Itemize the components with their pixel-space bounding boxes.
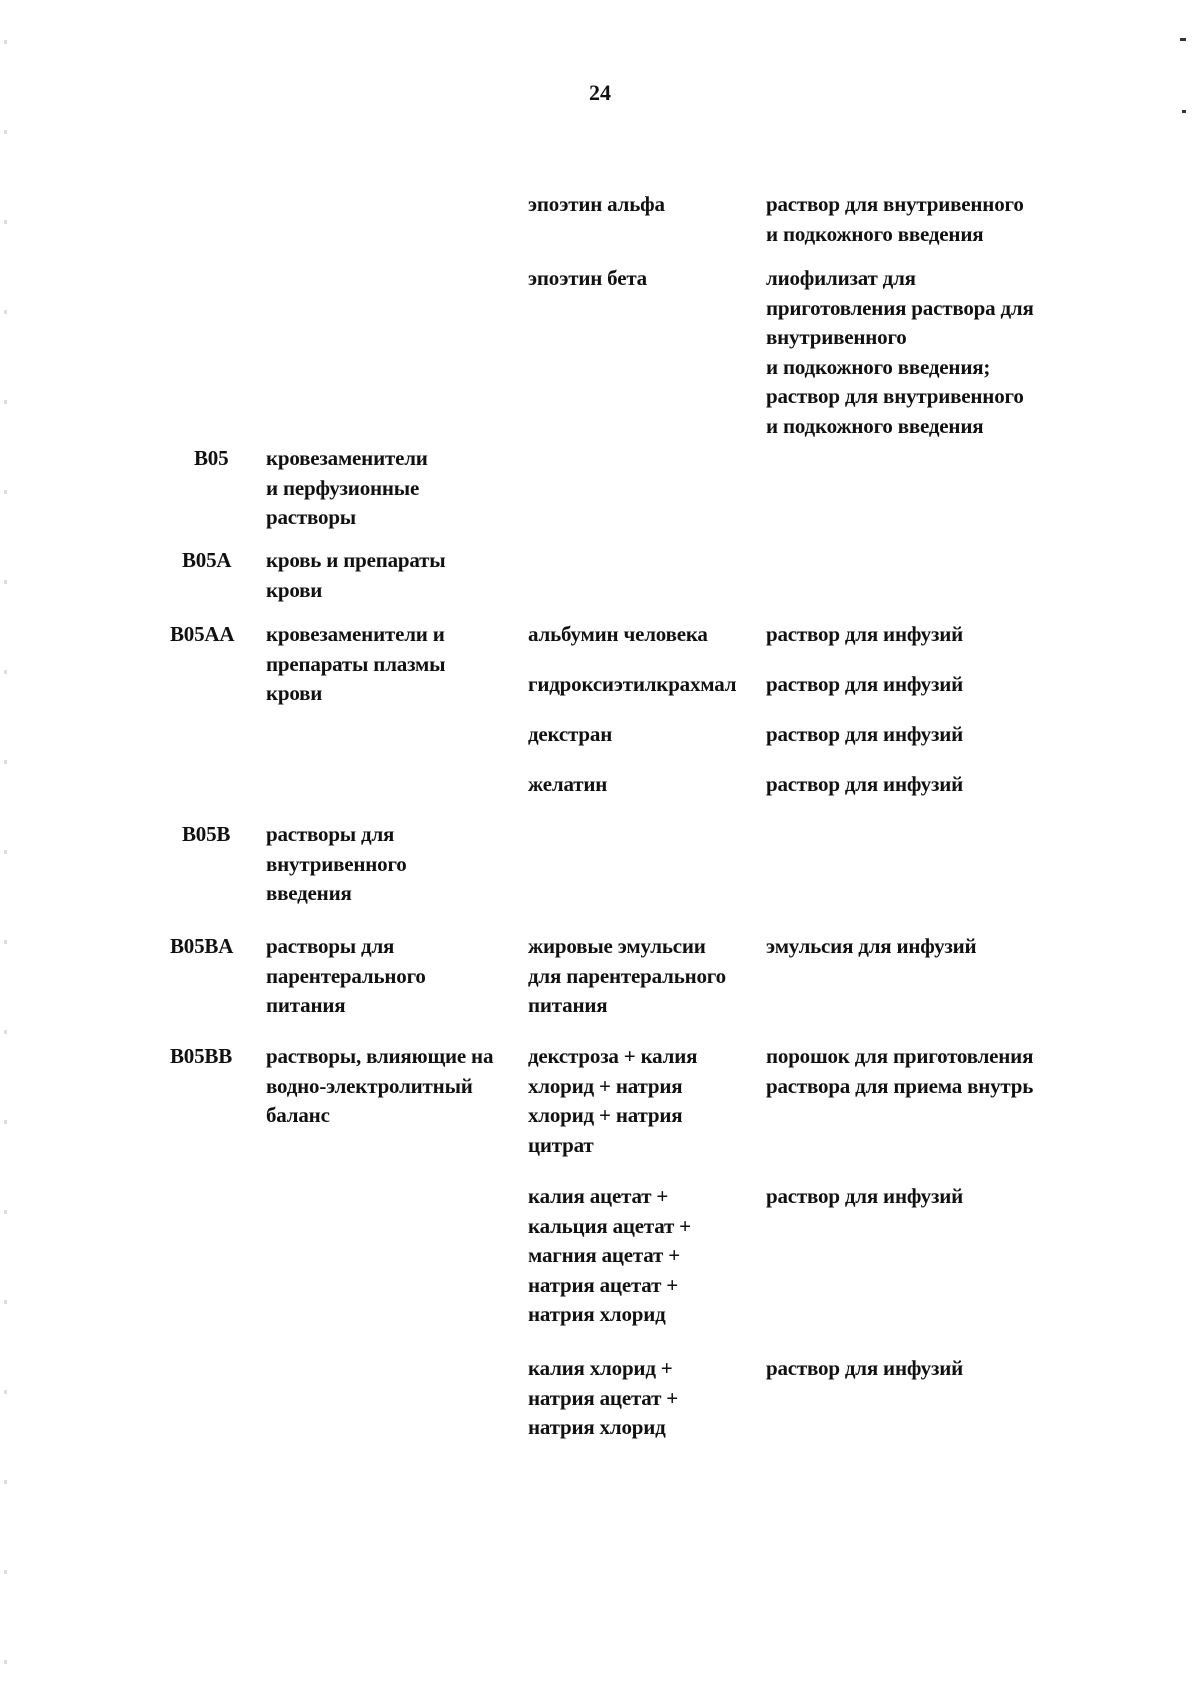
table-row [170,190,1100,264]
atc-code: B05AA [170,622,235,646]
dosage-form: раствор для инфузий [766,1184,964,1208]
scan-mark-top [1180,38,1186,41]
atc-group: кровезаменители и перфузионные растворы [266,446,428,529]
scan-edge-marks [4,0,7,1697]
atc-code: B05A [182,548,232,572]
drug-name: гидроксиэтилкрахмал [528,672,737,696]
table-row [170,1354,1100,1454]
table-row [170,1042,1100,1182]
atc-group: растворы для внутривенного введения [266,822,407,905]
drug-name: калия ацетат + кальция ацетат + магния ацетат + натрия ацетат + натрия хлорид [528,1184,691,1326]
atc-group: растворы для парентерального питания [266,934,426,1017]
dosage-form: раствор для инфузий [766,1356,964,1380]
table-row [170,820,1100,932]
drug-name: декстроза + калия хлорид + натрия хлорид + натрия цитрат [528,1044,698,1157]
drug-table [170,190,1100,1454]
atc-code: B05BA [170,934,234,958]
atc-group: кровезаменители и препараты плазмы крови [266,622,446,705]
table-row [170,546,1100,620]
table-row [170,932,1100,1042]
page-number: 24 [589,80,611,105]
drug-name: эпоэтин бета [528,266,647,290]
dosage-form: раствор для инфузий [766,772,964,796]
atc-group: растворы, влияющие на водно-электролитный баланс [266,1044,494,1127]
table-row [170,444,1100,546]
atc-code: B05B [182,822,231,846]
drug-name: жировые эмульсии для парентерального питания [528,934,726,1017]
table-row [170,264,1100,444]
drug-name: декстран [528,722,613,746]
dosage-form: порошок для приготовления раствора для приема внутрь [766,1044,1034,1098]
drug-name: желатин [528,772,608,796]
dosage-form: раствор для инфузий [766,672,964,696]
table-row [170,720,1100,770]
drug-name: эпоэтин альфа [528,192,665,216]
dosage-form: раствор для внутривенного и подкожного введения [766,192,1024,246]
drug-name: калия хлорид + натрия ацетат + натрия хлорид [528,1356,678,1439]
table-row [170,1182,1100,1354]
dosage-form: лиофилизат для приготовления раствора для внутривенного и подкожного введения; раствор для внутривенного и подкожного введения [766,266,1034,438]
table-row [170,770,1100,820]
atc-code: B05BB [170,1044,233,1068]
dosage-form: раствор для инфузий [766,622,964,646]
atc-code: B05 [194,446,229,470]
drug-name: альбумин человека [528,622,708,646]
atc-group: кровь и препараты крови [266,548,446,602]
dosage-form: раствор для инфузий [766,722,964,746]
scan-mark-second [1182,110,1186,113]
dosage-form: эмульсия для инфузий [766,934,977,958]
